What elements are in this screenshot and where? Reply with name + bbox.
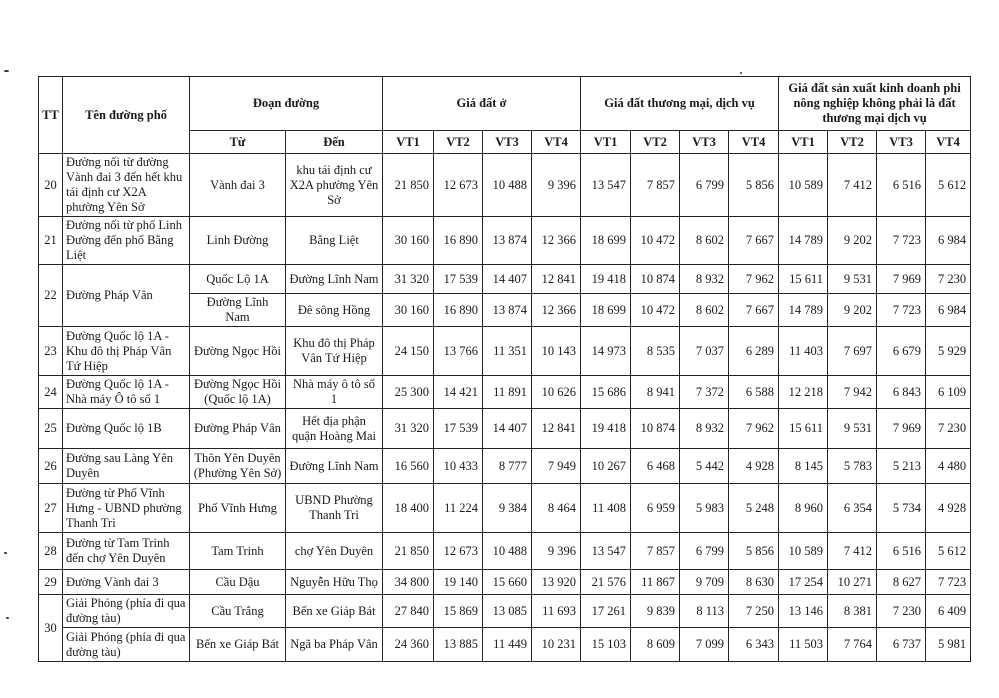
- commercial-vt1: 21 576: [581, 570, 631, 595]
- residential-vt3: 9 384: [483, 484, 532, 533]
- segment-from: Quốc Lộ 1A: [190, 265, 286, 294]
- residential-vt1: 30 160: [383, 217, 434, 265]
- header-segment: Đoạn đường: [190, 77, 383, 131]
- production-vt1: 11 503: [779, 628, 828, 662]
- production-vt4: 6 984: [926, 294, 971, 327]
- residential-vt2: 13 885: [434, 628, 483, 662]
- scan-speck: [4, 70, 9, 72]
- residential-vt3: 13 085: [483, 595, 532, 628]
- header-vt: VT1: [779, 131, 828, 154]
- segment-to: Hết địa phận quận Hoàng Mai: [286, 409, 383, 449]
- scan-speck: [4, 552, 7, 554]
- residential-vt1: 24 360: [383, 628, 434, 662]
- residential-vt2: 12 673: [434, 154, 483, 217]
- residential-vt3: 13 874: [483, 217, 532, 265]
- residential-vt2: 17 539: [434, 409, 483, 449]
- residential-vt1: 24 150: [383, 327, 434, 376]
- street-name: Đường nối từ phố Linh Đường đến phố Bằng Liệt: [63, 217, 190, 265]
- production-vt2: 6 354: [828, 484, 877, 533]
- residential-vt4: 13 920: [532, 570, 581, 595]
- production-vt1: 10 589: [779, 533, 828, 570]
- commercial-vt1: 13 547: [581, 533, 631, 570]
- commercial-vt2: 8 941: [631, 376, 680, 409]
- production-vt4: 5 612: [926, 154, 971, 217]
- segment-to: Nguyễn Hữu Thọ: [286, 570, 383, 595]
- production-vt2: 7 697: [828, 327, 877, 376]
- commercial-vt2: 10 472: [631, 217, 680, 265]
- scan-speck: [740, 72, 742, 74]
- table-row: [39, 449, 971, 484]
- row-number: 29: [39, 570, 63, 595]
- header-vt: VT2: [434, 131, 483, 154]
- residential-vt2: 13 766: [434, 327, 483, 376]
- residential-vt4: 10 231: [532, 628, 581, 662]
- commercial-vt1: 19 418: [581, 409, 631, 449]
- residential-vt3: 10 488: [483, 154, 532, 217]
- production-vt3: 6 843: [877, 376, 926, 409]
- production-vt2: 9 531: [828, 409, 877, 449]
- commercial-vt2: 8 535: [631, 327, 680, 376]
- street-name: Đường Vành đai 3: [63, 570, 190, 595]
- commercial-vt3: 8 602: [680, 217, 729, 265]
- row-number: 28: [39, 533, 63, 570]
- segment-from: Đường Lĩnh Nam: [190, 294, 286, 327]
- commercial-vt1: 15 103: [581, 628, 631, 662]
- commercial-vt2: 9 839: [631, 595, 680, 628]
- residential-vt4: 12 366: [532, 294, 581, 327]
- production-vt4: 5 612: [926, 533, 971, 570]
- commercial-vt4: 4 928: [729, 449, 779, 484]
- residential-vt2: 11 224: [434, 484, 483, 533]
- residential-vt4: 9 396: [532, 154, 581, 217]
- residential-vt1: 21 850: [383, 154, 434, 217]
- residential-vt2: 15 869: [434, 595, 483, 628]
- production-vt1: 17 254: [779, 570, 828, 595]
- production-vt3: 8 627: [877, 570, 926, 595]
- header-production-price: Giá đất sản xuất kinh doanh phi nông nghiệp không phải là đất thương mại dịch vụ: [779, 77, 971, 131]
- commercial-vt2: 11 867: [631, 570, 680, 595]
- production-vt4: 7 723: [926, 570, 971, 595]
- row-number: 21: [39, 217, 63, 265]
- commercial-vt3: 8 932: [680, 409, 729, 449]
- land-price-table: [38, 76, 971, 662]
- table-row: [39, 595, 971, 628]
- table-row: [39, 570, 971, 595]
- residential-vt4: 12 841: [532, 409, 581, 449]
- commercial-vt4: 5 856: [729, 154, 779, 217]
- production-vt1: 15 611: [779, 265, 828, 294]
- commercial-vt2: 7 857: [631, 154, 680, 217]
- header-vt: VT3: [877, 131, 926, 154]
- commercial-vt2: 10 874: [631, 409, 680, 449]
- residential-vt2: 14 421: [434, 376, 483, 409]
- street-name: Đường từ Tam Trinh đến chợ Yên Duyên: [63, 533, 190, 570]
- segment-to: chợ Yên Duyên: [286, 533, 383, 570]
- production-vt2: 5 783: [828, 449, 877, 484]
- production-vt4: 5 929: [926, 327, 971, 376]
- street-name: Đường Quốc lộ 1A - Khu đô thị Pháp Vân Tứ Hiệp: [63, 327, 190, 376]
- production-vt4: 6 109: [926, 376, 971, 409]
- row-number: 22: [39, 265, 63, 327]
- residential-vt4: 7 949: [532, 449, 581, 484]
- segment-from: Đường Ngọc Hồi: [190, 327, 286, 376]
- segment-from: Đường Pháp Vân: [190, 409, 286, 449]
- commercial-vt4: 7 962: [729, 409, 779, 449]
- residential-vt3: 11 449: [483, 628, 532, 662]
- production-vt1: 14 789: [779, 217, 828, 265]
- commercial-vt1: 18 699: [581, 217, 631, 265]
- commercial-vt2: 6 959: [631, 484, 680, 533]
- street-name: Đường Pháp Vân: [63, 265, 190, 327]
- residential-vt4: 12 841: [532, 265, 581, 294]
- scan-speck: [6, 617, 9, 619]
- segment-from: Cầu Trắng: [190, 595, 286, 628]
- residential-vt1: 31 320: [383, 265, 434, 294]
- production-vt1: 10 589: [779, 154, 828, 217]
- residential-vt3: 11 891: [483, 376, 532, 409]
- commercial-vt3: 7 372: [680, 376, 729, 409]
- residential-vt2: 17 539: [434, 265, 483, 294]
- table-row: [39, 376, 971, 409]
- production-vt4: 7 230: [926, 409, 971, 449]
- production-vt4: 4 928: [926, 484, 971, 533]
- production-vt3: 7 723: [877, 217, 926, 265]
- residential-vt3: 14 407: [483, 265, 532, 294]
- commercial-vt4: 5 248: [729, 484, 779, 533]
- production-vt2: 8 381: [828, 595, 877, 628]
- production-vt2: 7 412: [828, 533, 877, 570]
- production-vt3: 7 969: [877, 409, 926, 449]
- residential-vt4: 10 143: [532, 327, 581, 376]
- residential-vt4: 8 464: [532, 484, 581, 533]
- residential-vt1: 30 160: [383, 294, 434, 327]
- commercial-vt3: 9 709: [680, 570, 729, 595]
- residential-vt3: 14 407: [483, 409, 532, 449]
- commercial-vt1: 15 686: [581, 376, 631, 409]
- commercial-vt1: 13 547: [581, 154, 631, 217]
- residential-vt4: 9 396: [532, 533, 581, 570]
- segment-from: Vành đai 3: [190, 154, 286, 217]
- segment-to: Đường Lĩnh Nam: [286, 265, 383, 294]
- residential-vt4: 10 626: [532, 376, 581, 409]
- table-row: [39, 409, 971, 449]
- residential-vt2: 19 140: [434, 570, 483, 595]
- production-vt3: 5 734: [877, 484, 926, 533]
- header-residential-price: Giá đất ở: [383, 77, 581, 131]
- commercial-vt3: 8 113: [680, 595, 729, 628]
- residential-vt2: 16 890: [434, 217, 483, 265]
- production-vt3: 5 213: [877, 449, 926, 484]
- commercial-vt2: 10 874: [631, 265, 680, 294]
- header-vt: VT3: [483, 131, 532, 154]
- residential-vt4: 12 366: [532, 217, 581, 265]
- segment-to: Khu đô thị Pháp Vân Tứ Hiệp: [286, 327, 383, 376]
- production-vt1: 11 403: [779, 327, 828, 376]
- production-vt4: 5 981: [926, 628, 971, 662]
- residential-vt4: 11 693: [532, 595, 581, 628]
- production-vt1: 8 145: [779, 449, 828, 484]
- segment-from: Phố Vĩnh Hưng: [190, 484, 286, 533]
- commercial-vt1: 14 973: [581, 327, 631, 376]
- production-vt3: 7 723: [877, 294, 926, 327]
- production-vt3: 6 516: [877, 533, 926, 570]
- production-vt1: 15 611: [779, 409, 828, 449]
- commercial-vt4: 7 962: [729, 265, 779, 294]
- commercial-vt3: 5 983: [680, 484, 729, 533]
- production-vt2: 7 764: [828, 628, 877, 662]
- production-vt1: 8 960: [779, 484, 828, 533]
- production-vt2: 9 531: [828, 265, 877, 294]
- production-vt2: 10 271: [828, 570, 877, 595]
- table-row: [39, 265, 971, 294]
- production-vt3: 7 230: [877, 595, 926, 628]
- row-number: 26: [39, 449, 63, 484]
- segment-to: Đê sông Hồng: [286, 294, 383, 327]
- segment-to: Nhà máy ô tô số 1: [286, 376, 383, 409]
- production-vt2: 7 942: [828, 376, 877, 409]
- commercial-vt1: 10 267: [581, 449, 631, 484]
- commercial-vt2: 7 857: [631, 533, 680, 570]
- production-vt1: 12 218: [779, 376, 828, 409]
- commercial-vt3: 7 037: [680, 327, 729, 376]
- commercial-vt4: 7 250: [729, 595, 779, 628]
- segment-from: Linh Đường: [190, 217, 286, 265]
- header-from: Từ: [190, 131, 286, 154]
- residential-vt2: 12 673: [434, 533, 483, 570]
- row-number: 25: [39, 409, 63, 449]
- commercial-vt4: 5 856: [729, 533, 779, 570]
- segment-to: UBND Phường Thanh Trì: [286, 484, 383, 533]
- residential-vt2: 10 433: [434, 449, 483, 484]
- segment-to: Đường Lĩnh Nam: [286, 449, 383, 484]
- table-row: [39, 154, 971, 217]
- segment-to: Bằng Liệt: [286, 217, 383, 265]
- production-vt2: 9 202: [828, 294, 877, 327]
- header-vt: VT4: [532, 131, 581, 154]
- segment-from: Thôn Yên Duyên (Phường Yên Sở): [190, 449, 286, 484]
- residential-vt3: 10 488: [483, 533, 532, 570]
- street-name: Đường Quốc lộ 1A - Nhà máy Ô tô số 1: [63, 376, 190, 409]
- header-vt: VT2: [828, 131, 877, 154]
- commercial-vt3: 7 099: [680, 628, 729, 662]
- production-vt3: 6 679: [877, 327, 926, 376]
- header-vt: VT3: [680, 131, 729, 154]
- commercial-vt1: 19 418: [581, 265, 631, 294]
- residential-vt1: 31 320: [383, 409, 434, 449]
- segment-to: Ngã ba Pháp Vân: [286, 628, 383, 662]
- production-vt2: 7 412: [828, 154, 877, 217]
- production-vt3: 6 516: [877, 154, 926, 217]
- commercial-vt1: 11 408: [581, 484, 631, 533]
- row-number: 30: [39, 595, 63, 662]
- commercial-vt2: 6 468: [631, 449, 680, 484]
- table-row: [39, 327, 971, 376]
- segment-from: Cầu Dậu: [190, 570, 286, 595]
- production-vt4: 6 409: [926, 595, 971, 628]
- residential-vt3: 15 660: [483, 570, 532, 595]
- row-number: 27: [39, 484, 63, 533]
- header-commercial-price: Giá đất thương mại, dịch vụ: [581, 77, 779, 131]
- residential-vt3: 8 777: [483, 449, 532, 484]
- commercial-vt3: 8 932: [680, 265, 729, 294]
- header-vt: VT1: [383, 131, 434, 154]
- commercial-vt4: 6 289: [729, 327, 779, 376]
- header-vt: VT2: [631, 131, 680, 154]
- commercial-vt3: 6 799: [680, 533, 729, 570]
- street-name: Đường nối từ đường Vành đai 3 đến hết khu tái định cư X2A phường Yên Sở: [63, 154, 190, 217]
- segment-from: Đường Ngọc Hồi (Quốc lộ 1A): [190, 376, 286, 409]
- production-vt1: 13 146: [779, 595, 828, 628]
- production-vt1: 14 789: [779, 294, 828, 327]
- commercial-vt3: 5 442: [680, 449, 729, 484]
- commercial-vt1: 18 699: [581, 294, 631, 327]
- commercial-vt1: 17 261: [581, 595, 631, 628]
- residential-vt1: 21 850: [383, 533, 434, 570]
- residential-vt3: 13 874: [483, 294, 532, 327]
- residential-vt2: 16 890: [434, 294, 483, 327]
- production-vt2: 9 202: [828, 217, 877, 265]
- header-tt: TT: [39, 77, 63, 154]
- row-number: 23: [39, 327, 63, 376]
- commercial-vt2: 10 472: [631, 294, 680, 327]
- production-vt3: 6 737: [877, 628, 926, 662]
- street-name: Đường Quốc lộ 1B: [63, 409, 190, 449]
- commercial-vt4: 7 667: [729, 217, 779, 265]
- street-name: Giải Phóng (phía đi qua đường tàu): [63, 628, 190, 662]
- header-vt: VT1: [581, 131, 631, 154]
- commercial-vt4: 8 630: [729, 570, 779, 595]
- street-name: Đường từ Phố Vĩnh Hưng - UBND phường Thanh Trì: [63, 484, 190, 533]
- header-vt: VT4: [729, 131, 779, 154]
- residential-vt1: 18 400: [383, 484, 434, 533]
- production-vt3: 7 969: [877, 265, 926, 294]
- residential-vt1: 27 840: [383, 595, 434, 628]
- production-vt4: 7 230: [926, 265, 971, 294]
- commercial-vt3: 6 799: [680, 154, 729, 217]
- segment-to: Bến xe Giáp Bát: [286, 595, 383, 628]
- table-row: [39, 533, 971, 570]
- row-number: 24: [39, 376, 63, 409]
- residential-vt1: 16 560: [383, 449, 434, 484]
- commercial-vt3: 8 602: [680, 294, 729, 327]
- segment-to: khu tái định cư X2A phường Yên Sở: [286, 154, 383, 217]
- table-row: [39, 484, 971, 533]
- commercial-vt4: 7 667: [729, 294, 779, 327]
- street-name: Giải Phóng (phía đi qua đường tàu): [63, 595, 190, 628]
- production-vt4: 6 984: [926, 217, 971, 265]
- street-name: Đường sau Làng Yên Duyên: [63, 449, 190, 484]
- residential-vt1: 25 300: [383, 376, 434, 409]
- residential-vt3: 11 351: [483, 327, 532, 376]
- row-number: 20: [39, 154, 63, 217]
- commercial-vt4: 6 343: [729, 628, 779, 662]
- header-to: Đến: [286, 131, 383, 154]
- commercial-vt2: 8 609: [631, 628, 680, 662]
- commercial-vt4: 6 588: [729, 376, 779, 409]
- segment-from: Tam Trinh: [190, 533, 286, 570]
- production-vt4: 4 480: [926, 449, 971, 484]
- header-vt: VT4: [926, 131, 971, 154]
- table-row: [39, 217, 971, 265]
- residential-vt1: 34 800: [383, 570, 434, 595]
- header-street-name: Tên đường phố: [63, 77, 190, 154]
- segment-from: Bến xe Giáp Bát: [190, 628, 286, 662]
- table-row: [39, 628, 971, 662]
